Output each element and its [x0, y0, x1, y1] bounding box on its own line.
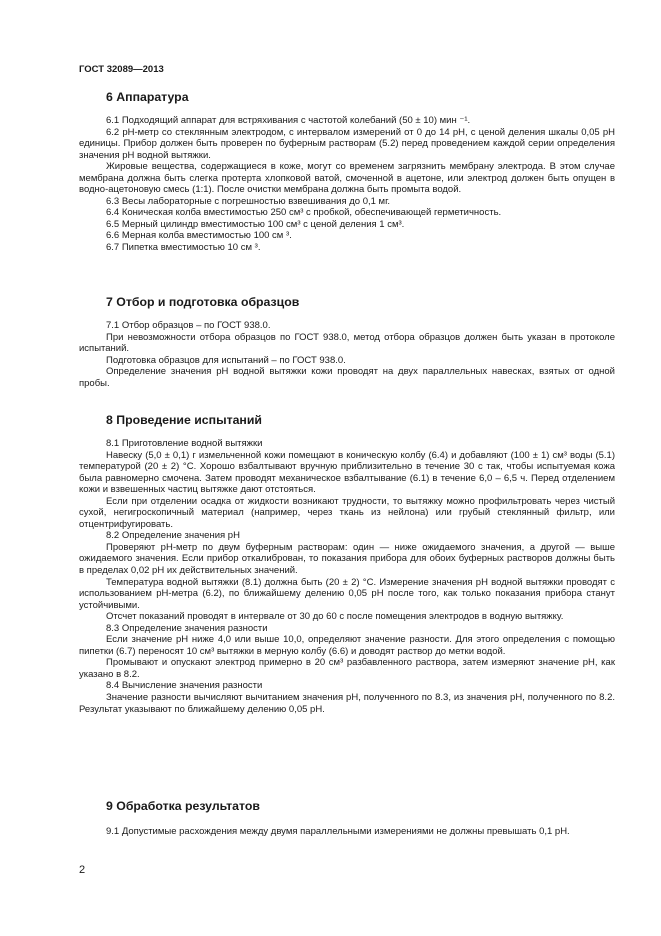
- para-8-2-temp: Температура водной вытяжки (8.1) должна быть (20 ± 2) °С. Измерение значения рН водной вытяжки проводят с использованием рН-метра (6.2), по ближайшему делению 0,05 рН после того, как только показания прибора станут устойчивыми.: [79, 576, 615, 611]
- para-8-4: 8.4 Вычисление значения разности: [106, 680, 263, 692]
- section-9-title: 9 Обработка результатов: [106, 799, 260, 813]
- para-6-7: 6.7 Пипетка вместимостью 10 см ³.: [106, 242, 261, 254]
- section-7-body: [79, 320, 615, 389]
- section-8: [79, 412, 615, 428]
- section-9: [79, 798, 615, 814]
- para-8-3: 8.3 Определение значения разности: [106, 622, 268, 634]
- page-number: 2: [79, 864, 86, 876]
- document-id: ГОСТ 32089—2013: [79, 64, 164, 75]
- section-7-title: 7 Отбор и подготовка образцов: [106, 295, 300, 309]
- para-8-2-check: Проверяют рН-метр по двум буферным растворам: один — ниже ожидаемого значения, а другой — выше ожидаемого значения. Если прибор откалиброван, то показания прибора для обоих буферных растворов должны быть в пределах 0,02 рН их действительных значений.: [79, 541, 615, 577]
- para-7-2: При невозможности отбора образцов по ГОСТ 938.0, метод отбора образцов должен быть указан в протоколе испытаний.: [79, 331, 615, 355]
- para-8-3-text: Если значение рН ниже 4,0 или выше 10,0, определяют значение разности. Для этого определения с помощью пипетки (6.7) переносят 10 см³ вытяжки в мерную колбу (6.6) и доводят раствор до метки водой.: [79, 634, 615, 657]
- section-6-title: 6 Аппаратура: [106, 90, 189, 104]
- para-7-3: Подготовка образцов для испытаний – по ГОСТ 938.0.: [106, 354, 346, 366]
- para-9-1: 9.1 Допустимые расхождения между двумя параллельными измерениями не должны превышать 0,1 рН.: [106, 826, 570, 837]
- para-6-2-note: Жировые вещества, содержащиеся в коже, могут со временем загрязнить мембрану электрода. В этом случае мембрана должна быть слегка протерта хлопковой ватой, смоченной в ацетоне, или электрод должен быть опущен в водно-ацетоновую смесь (1:1). После очистки мембрана должна быть промыта водой.: [79, 161, 615, 196]
- para-8-1-filter: Если при отделении осадка от жидкости возникают трудности, то вытяжку можно профильтровать через чистый сухой, негигроскопичный материал (например, через ткань из нейлона) или грубый стеклянный фильтр, или отцентрифугировать.: [79, 495, 615, 530]
- section-8-title: 8 Проведение испытаний: [106, 413, 262, 427]
- para-6-3: 6.3 Весы лабораторные с погрешностью взвешивания до 0,1 мг.: [106, 195, 391, 207]
- para-8-4-text: Значение разности вычисляют вычитанием значения рН, полученного по 8.3, из значения рН, полученного по 8.2. Результат указывают по ближайшему делению 0,05 рН.: [79, 692, 615, 715]
- para-8-2: 8.2 Определение значения рН: [106, 530, 240, 542]
- para-6-1: 6.1 Подходящий аппарат для встряхивания с частотой колебаний (50 ± 10) мин ⁻¹.: [106, 115, 471, 126]
- para-8-3-rinse: Промывают и опускают электрод примерно в 20 см³ разбавленного раствора, затем измеряют значение рН, как указано в 8.2.: [79, 657, 615, 680]
- section-6: [79, 89, 615, 105]
- para-8-1-text: Навеску (5,0 ± 0,1) г измельченной кожи помещают в коническую колбу (6.4) и добавляют (100 ± 1) см³ воды (5.1) температурой (20 ± 2) °С. Хорошо взбалтывают вручную приблизительно в течение 30 с так, чтобы испытуемая кожа была равномерно смочена. Затем проводят механическое взбалтывание (6.1) в течение 6,0 – 6,5 ч. Перед отделением кожи и взвешенных частиц вытяжке дают отстояться.: [79, 449, 615, 496]
- section-7: [79, 294, 615, 310]
- para-8-2-reading: Отсчет показаний проводят в интервале от 30 до 60 с после помещения электродов в водную вытяжку.: [106, 611, 564, 623]
- para-7-1: 7.1 Отбор образцов – по ГОСТ 938.0.: [106, 320, 271, 331]
- para-6-4: 6.4 Коническая колба вместимостью 250 см³ с пробкой, обеспечивающей герметичность.: [106, 207, 502, 219]
- para-6-5: 6.5 Мерный цилиндр вместимостью 100 см³ с ценой деления 1 см³.: [106, 218, 405, 230]
- section-6-body: [79, 115, 615, 254]
- para-6-2: 6.2 рН-метр со стеклянным электродом, с интервалом измерений от 0 до 14 рН, с ценой деления шкалы 0,05 рН единицы. Прибор должен быть проверен по буферным растворам (5.2) перед проведением каждой серии определения значения рН водной вытяжки.: [79, 126, 615, 161]
- para-6-6: 6.6 Мерная колба вместимостью 100 см ³.: [106, 230, 292, 242]
- para-7-4: Определение значения рН водной вытяжки кожи проводят на двух параллельных навесках, взятых от одной пробы.: [79, 366, 615, 389]
- para-8-1: 8.1 Приготовление водной вытяжки: [106, 438, 263, 449]
- section-8-body: [79, 438, 615, 715]
- section-9-body: [79, 826, 615, 838]
